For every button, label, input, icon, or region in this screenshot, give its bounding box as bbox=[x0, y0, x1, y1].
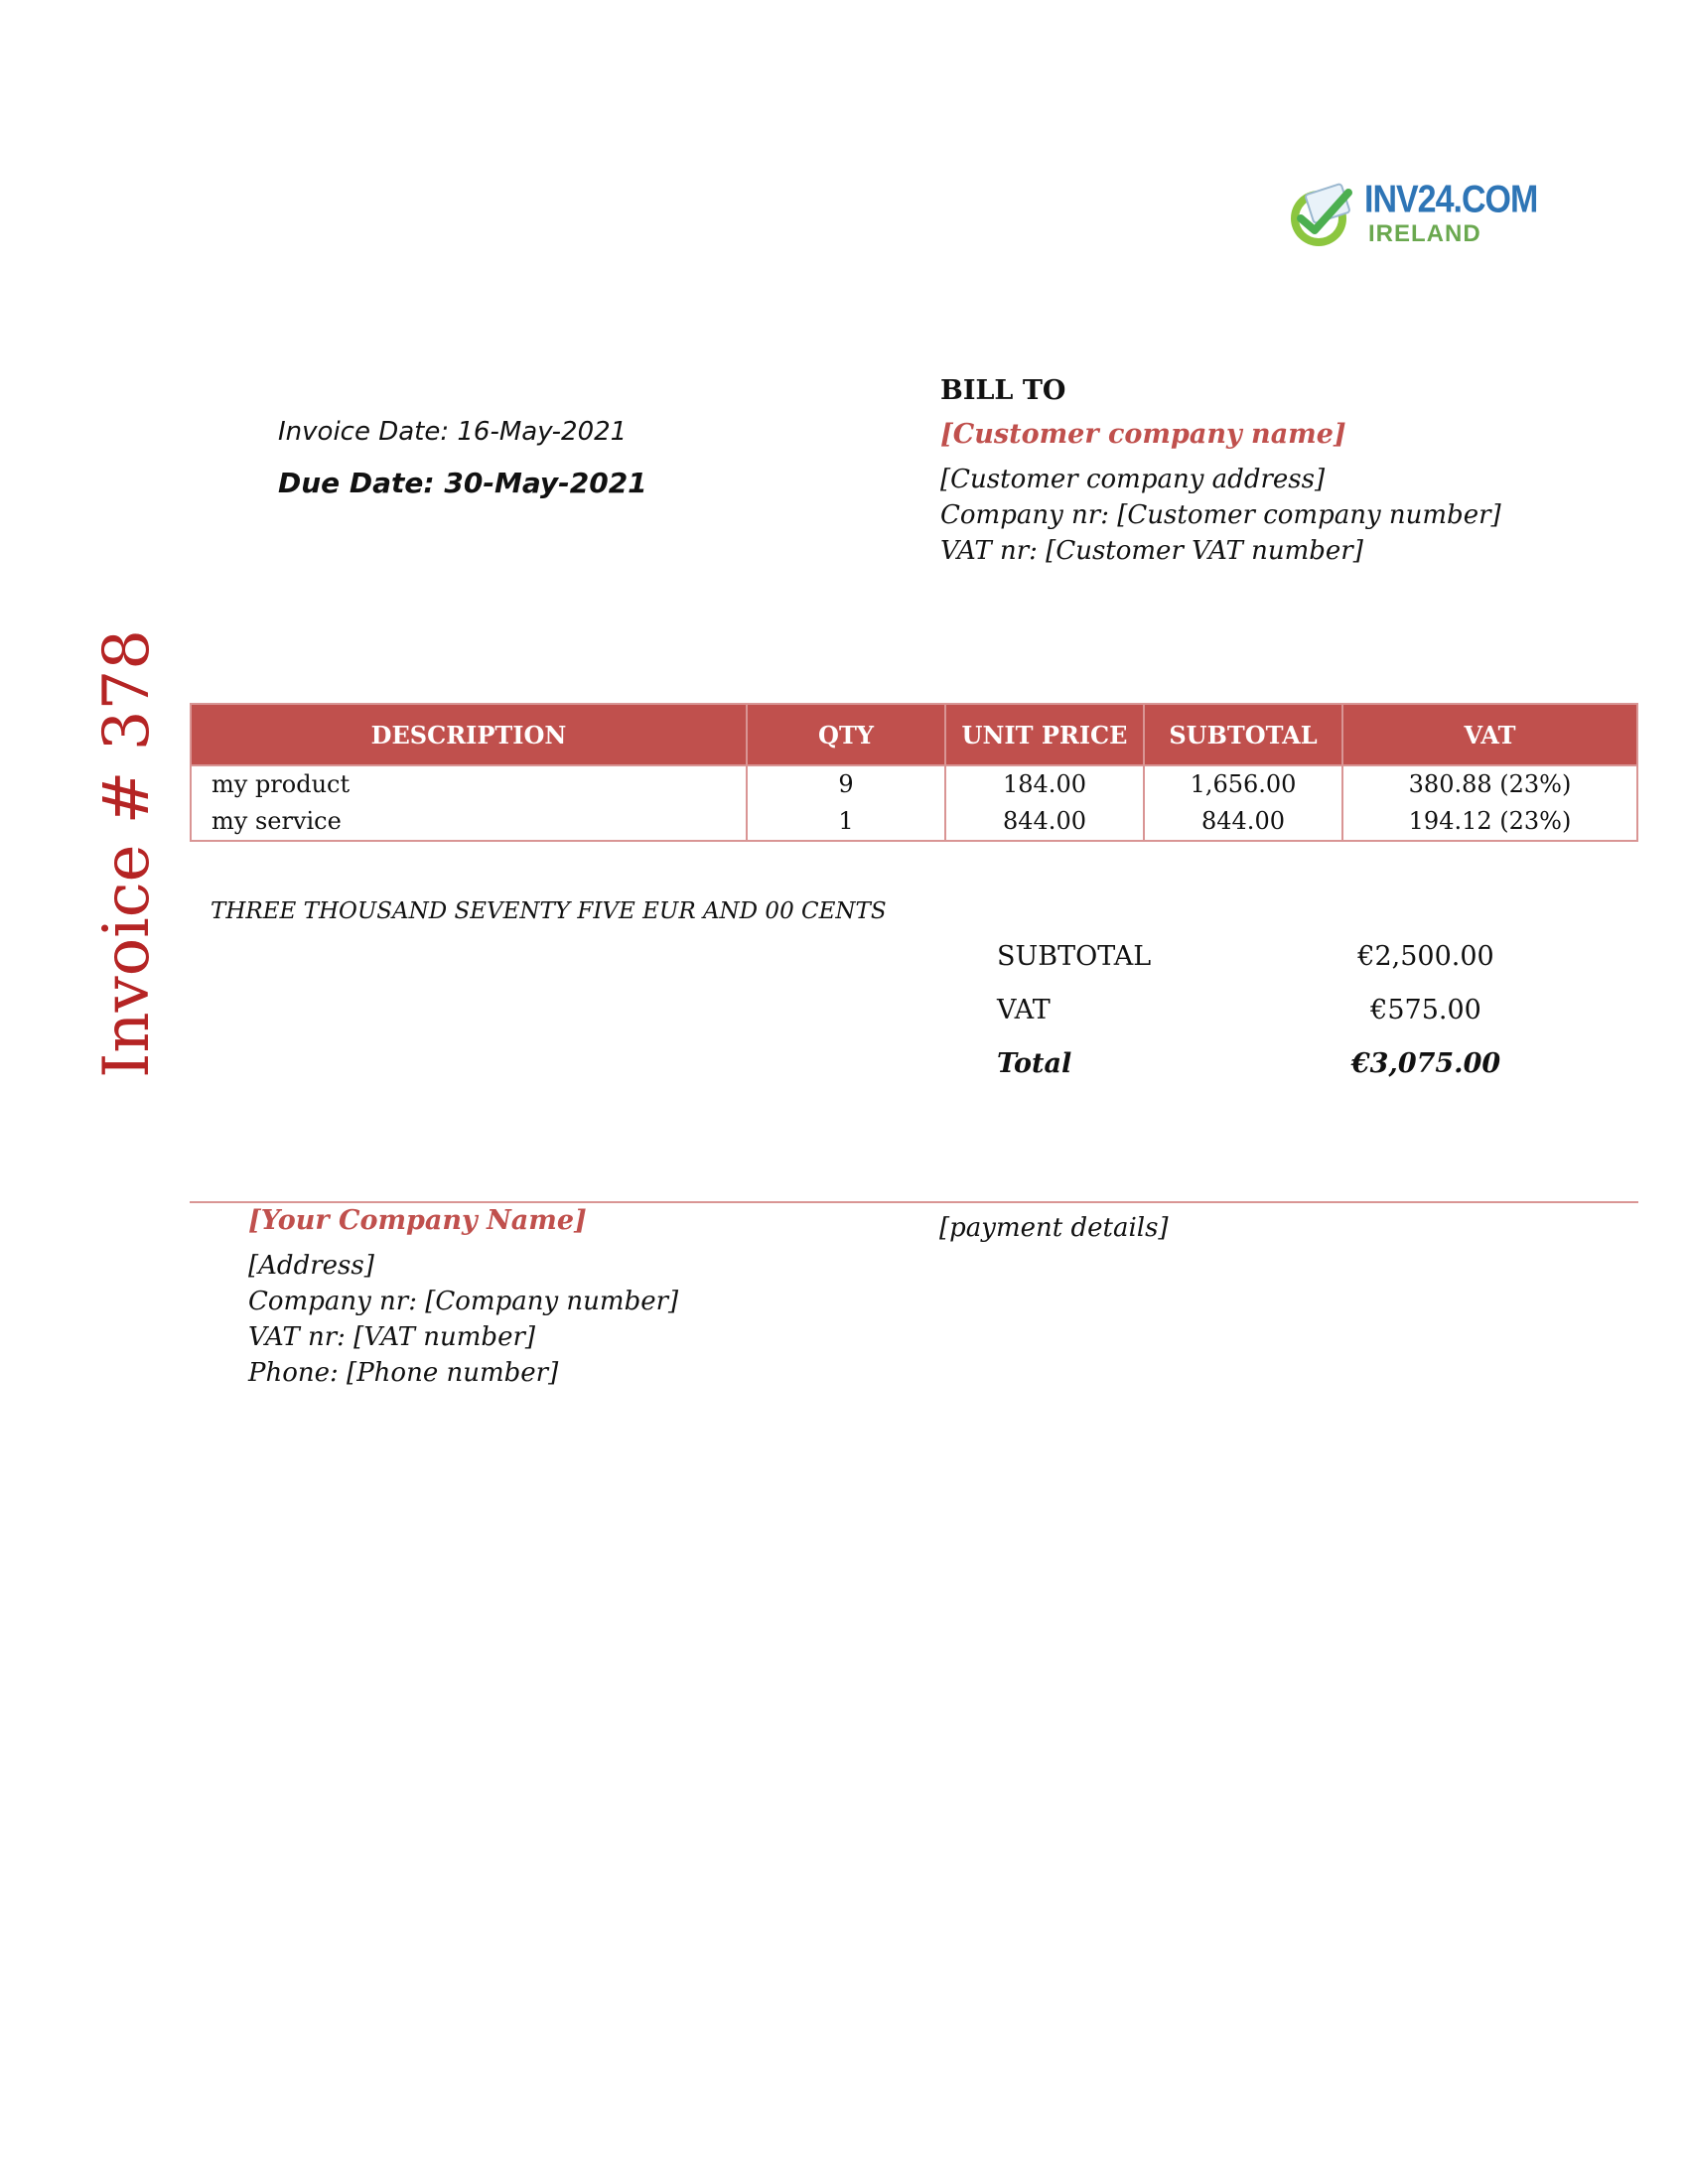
item-qty: 1 bbox=[838, 807, 854, 835]
logo-text-secondary: IRELAND bbox=[1368, 220, 1481, 247]
seller-phone: Phone: [Phone number] bbox=[248, 1358, 559, 1388]
bill-to-block bbox=[940, 375, 1501, 572]
logo-text-primary: INV24.COM bbox=[1364, 178, 1538, 221]
total-label: Total bbox=[997, 1048, 1072, 1079]
item-vat: 380.88 (23%) bbox=[1408, 770, 1572, 798]
seller-address: [Address] bbox=[248, 1251, 374, 1281]
total-row bbox=[997, 1048, 1593, 1102]
customer-vat-number: VAT nr: [Customer VAT number] bbox=[940, 536, 1363, 566]
table-header-row bbox=[191, 704, 1637, 765]
customer-company-number: Company nr: [Customer company number] bbox=[940, 500, 1501, 530]
vat-row bbox=[997, 995, 1593, 1048]
invoice-date: Invoice Date: 16-May-2021 bbox=[278, 417, 628, 447]
totals-block bbox=[997, 941, 1593, 1102]
item-subtotal: 844.00 bbox=[1201, 807, 1285, 835]
description-cell bbox=[191, 765, 747, 841]
invoice-dates bbox=[278, 417, 647, 499]
column-header-subtotal: SUBTOTAL bbox=[1144, 704, 1342, 765]
subtotal-cell bbox=[1144, 765, 1342, 841]
seller-block bbox=[248, 1205, 678, 1394]
vat-value: €575.00 bbox=[1370, 995, 1481, 1025]
column-header-description: DESCRIPTION bbox=[191, 704, 747, 765]
subtotal-label: SUBTOTAL bbox=[997, 941, 1152, 972]
item-unit-price: 844.00 bbox=[1003, 807, 1086, 835]
subtotal-value: €2,500.00 bbox=[1357, 941, 1494, 972]
due-date: Due Date: 30-May-2021 bbox=[278, 467, 647, 499]
seller-company-number: Company nr: [Company number] bbox=[248, 1287, 679, 1316]
subtotal-row bbox=[997, 941, 1593, 995]
amount-in-words: THREE THOUSAND SEVENTY FIVE EUR AND 00 CENTS bbox=[211, 898, 887, 924]
seller-vat-number: VAT nr: [VAT number] bbox=[248, 1322, 536, 1352]
bill-to-heading: BILL TO bbox=[940, 375, 1066, 406]
table-row bbox=[191, 765, 1637, 841]
column-header-vat: VAT bbox=[1342, 704, 1637, 765]
item-description: my service bbox=[211, 807, 342, 835]
seller-company-name: [Your Company Name] bbox=[248, 1205, 587, 1236]
vat-cell bbox=[1342, 765, 1637, 841]
customer-address: [Customer company address] bbox=[940, 465, 1326, 494]
column-header-qty: QTY bbox=[747, 704, 945, 765]
vat-label: VAT bbox=[997, 995, 1051, 1025]
item-subtotal: 1,656.00 bbox=[1190, 770, 1297, 798]
qty-cell bbox=[747, 765, 945, 841]
item-unit-price: 184.00 bbox=[1003, 770, 1086, 798]
checkmark-circle-icon bbox=[1287, 179, 1358, 250]
item-vat: 194.12 (23%) bbox=[1408, 807, 1572, 835]
footer-divider bbox=[190, 1201, 1638, 1203]
item-description: my product bbox=[211, 770, 351, 798]
total-value: €3,075.00 bbox=[1350, 1048, 1501, 1079]
column-header-unit-price: UNIT PRICE bbox=[945, 704, 1144, 765]
invoice-number-title: Invoice # 378 bbox=[90, 629, 164, 1078]
item-qty: 9 bbox=[838, 770, 854, 798]
customer-company-name: [Customer company name] bbox=[940, 419, 1346, 450]
unit-price-cell bbox=[945, 765, 1144, 841]
inv24-logo bbox=[1287, 175, 1538, 254]
line-items-table bbox=[190, 703, 1638, 842]
payment-details: [payment details] bbox=[939, 1213, 1169, 1243]
